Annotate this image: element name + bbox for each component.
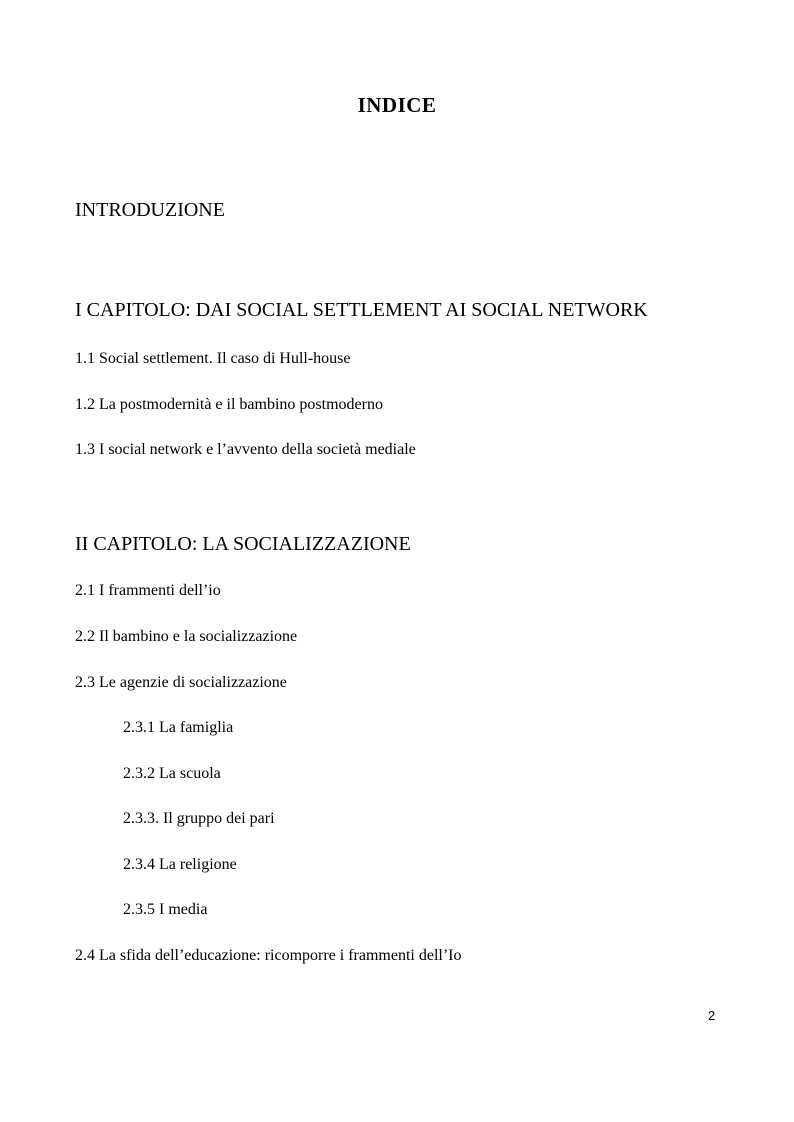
toc-subentry-2-3-3: 2.3.3. Il gruppo dei pari	[123, 810, 275, 827]
toc-entry-1-2: 1.2 La postmodernità e il bambino postmoderno	[75, 396, 383, 413]
introduction-heading: INTRODUZIONE	[75, 199, 225, 221]
toc-entry-2-4: 2.4 La sfida dell’educazione: ricomporre i frammenti dell’Io	[75, 947, 462, 964]
toc-subentry-2-3-2: 2.3.2 La scuola	[123, 765, 221, 782]
chapter-1-heading: I CAPITOLO: DAI SOCIAL SETTLEMENT AI SOCIAL NETWORK	[75, 299, 648, 321]
toc-entry-1-3: 1.3 I social network e l’avvento della società mediale	[75, 441, 416, 458]
chapter-2-heading: II CAPITOLO: LA SOCIALIZZAZIONE	[75, 533, 411, 555]
toc-entry-1-1: 1.1 Social settlement. Il caso di Hull-house	[75, 350, 351, 367]
page-number: 2	[708, 1008, 716, 1023]
toc-entry-2-2: 2.2 Il bambino e la socializzazione	[75, 628, 298, 645]
toc-subentry-2-3-1: 2.3.1 La famiglia	[123, 719, 234, 736]
page-title: INDICE	[357, 93, 437, 117]
toc-subentry-2-3-5: 2.3.5 I media	[123, 901, 208, 918]
toc-entry-2-1: 2.1 I frammenti dell’io	[75, 582, 221, 599]
toc-subentry-2-3-4: 2.3.4 La religione	[123, 856, 237, 873]
toc-entry-2-3: 2.3 Le agenzie di socializzazione	[75, 674, 287, 691]
